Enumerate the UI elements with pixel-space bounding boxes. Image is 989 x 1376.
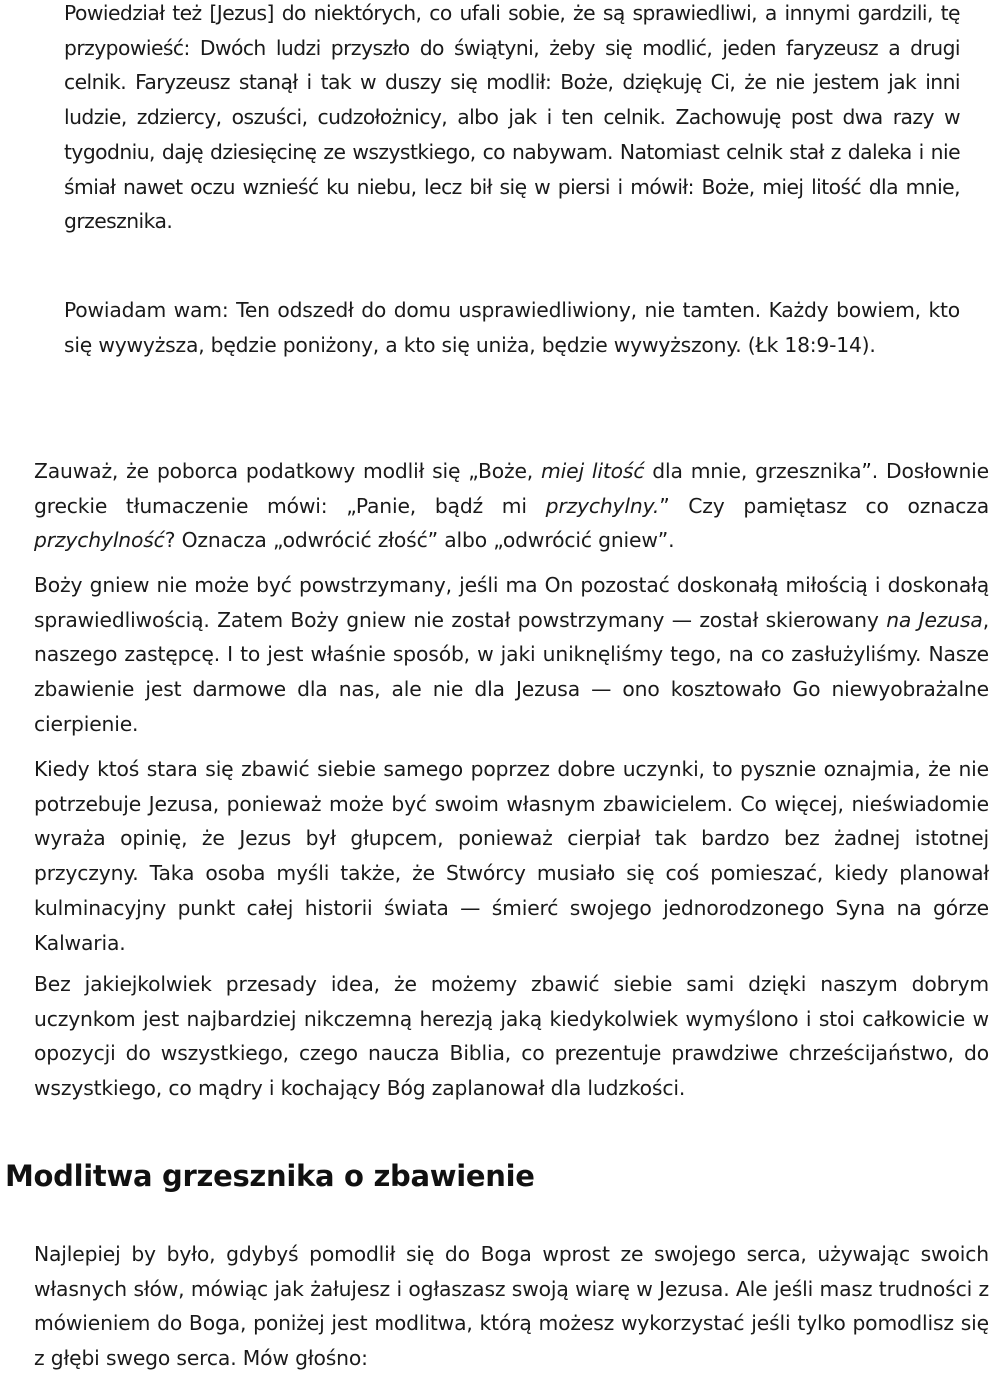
section-heading: Modlitwa grzesznika o zbawienie xyxy=(5,1159,535,1193)
scripture-quote-paragraph-1: Powiedział też [Jezus] do niektórych, co ufali sobie, że są sprawiedliwi, a innymi gardzili, tę przypowieść: Dwóch ludzi przyszło do świątyni, żeby się modlić, jeden faryzeusz a drugi celnik. Faryzeusz stanął i tak w duszy się modlił: Boże, dziękuję Ci, że nie jestem jak inni ludzie, zdziercy, oszuści, cudzołożnicy, albo jak i ten celnik. Zachowuję post dwa razy w tygodniu, daję dziesięcinę ze wszystkiego, co nabywam. Natomiast celnik stał z daleka i nie śmiał nawet oczu wznieść ku niebu, lecz bił się w piersi i mówił: Boże, miej litość dla mnie, grzesznika. xyxy=(64,1,960,234)
commentary-emphasis: miej litość xyxy=(541,459,645,483)
commentary-text: , naszego zastępcę. I to jest właśnie sposób, w jaki uniknęliśmy tego, na co zasłużyliśmy. Nasze zbawienie jest darmowe dla nas, ale nie dla Jezusa — ono kosztowało Go niewyobrażalne cierpienie. xyxy=(34,607,989,736)
commentary-text: Zauważ, że poborca podatkowy modlił się „Boże, xyxy=(34,459,542,483)
section-paragraph-1: Najlepiej by było, gdybyś pomodlił się do Boga wprost ze swojego serca, używając swoich własnych słów, mówiąc jak żałujesz i ogłaszasz swoją wiarę w Jezusa. Ale jeśli masz trudności z mówieniem do Boga, poniżej jest modlitwa, którą możesz wykorzystać jeśli tylko pomodlisz się z głębi swego serca. Mów głośno: xyxy=(34,1242,989,1371)
commentary-paragraph-3: Kiedy ktoś stara się zbawić siebie samego poprzez dobre uczynki, to pysznie oznajmia, że nie potrzebuje Jezusa, ponieważ może być swoim własnym zbawicielem. Co więcej, nieświadomie wyraża opinię, że Jezus był głupcem, ponieważ cierpiał tak bardzo bez żadnej istotnej przyczyny. Taka osoba myśli także, że Stwórcy musiało się coś pomieszać, kiedy planował kulminacyjny punkt całej historii świata — śmierć swojego jednorodzonego Syna na górze Kalwaria. xyxy=(34,757,989,955)
commentary-emphasis: przychylność xyxy=(34,528,165,553)
commentary-paragraph-4: Bez jakiejkolwiek przesady idea, że możemy zbawić siebie sami dzięki naszym dobrym uczynkom jest najbardziej nikczemną herezją jaką kiedykolwiek wymyślono i stoi całkowicie w opozycji do wszystkiego, czego naucza Biblia, co prezentuje prawdziwe chrześcijaństwo, do wszystkiego, co mądry i kochający Bóg zaplanował dla ludzkości. xyxy=(34,972,989,1101)
scripture-quote-paragraph-2: Powiadam wam: Ten odszedł do domu usprawiedliwiony, nie tamten. Każdy bowiem, kto się wywyższa, będzie poniżony, a kto się uniża, będzie wywyższony. (Łk 18:9-14). xyxy=(64,298,960,357)
commentary-paragraph-1 xyxy=(5,454,989,558)
commentary-paragraph-2 xyxy=(5,568,989,742)
commentary-text: dla mnie, grzesznika”. Dosłownie greckie tłumaczenie mówi: „Panie, bądź mi xyxy=(34,459,989,518)
commentary-text: Boży gniew nie może być powstrzymany, jeśli ma On pozostać doskonałą miłością i doskonałą sprawiedliwością. Zatem Boży gniew nie został powstrzymany — został skierowany xyxy=(34,573,989,632)
commentary-text: ? Oznacza „odwrócić złość” albo „odwrócić gniew”. xyxy=(164,528,675,553)
commentary-emphasis: na Jezusa xyxy=(886,607,983,632)
commentary-text: ” Czy pamiętasz co oznacza xyxy=(659,493,989,518)
commentary-emphasis: przychylny. xyxy=(545,493,660,518)
